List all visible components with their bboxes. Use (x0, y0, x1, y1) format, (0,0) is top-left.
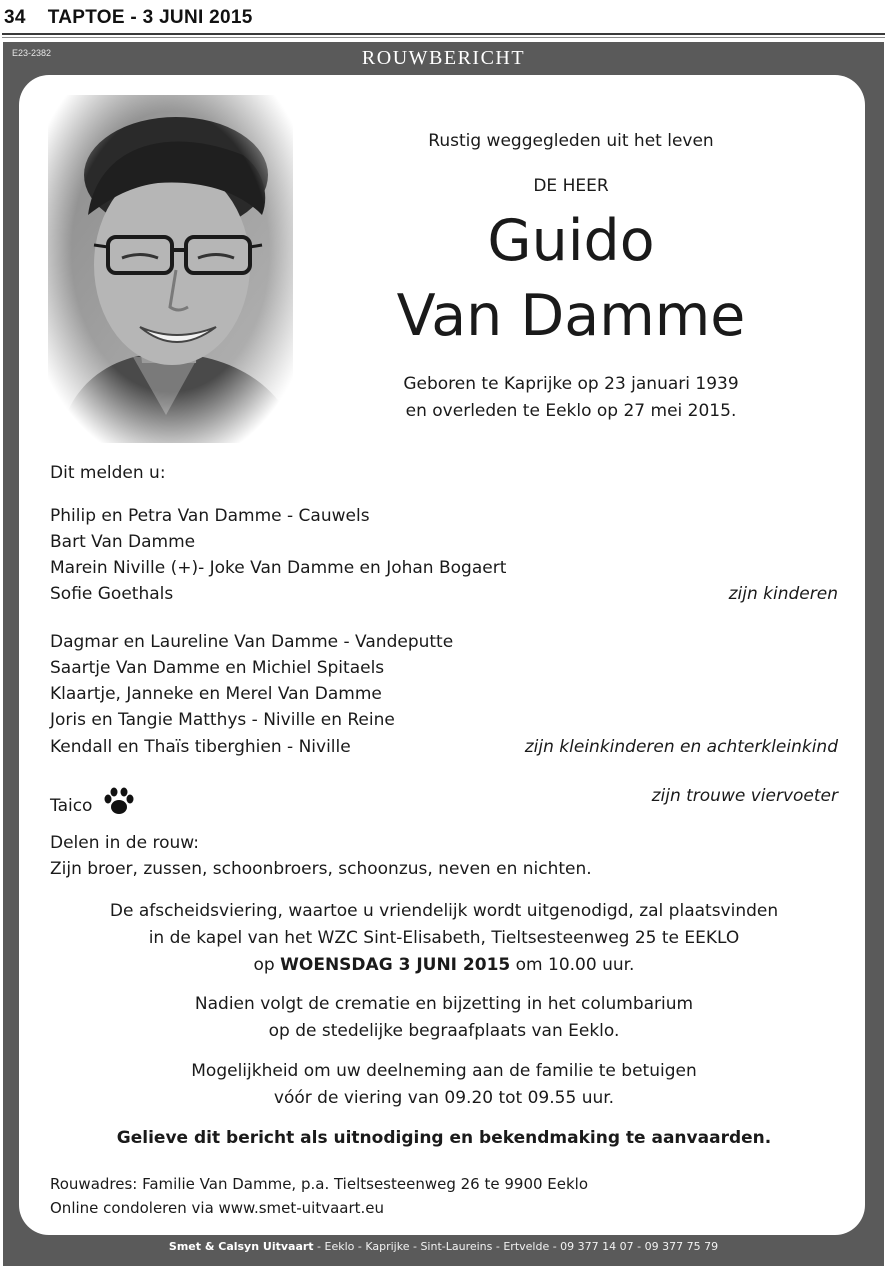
death-line: en overleden te Eeklo op 27 mei 2015. (405, 401, 737, 421)
header-rule (2, 33, 885, 35)
child-name: Sofie Goethals (50, 584, 174, 604)
condolence-line: vóór de viering van 09.20 tot 09.55 uur. (273, 1088, 615, 1108)
invitation-note: Gelieve dit bericht als uitnodiging en bekendmaking te aanvaarden. (116, 1128, 772, 1148)
page-number: 34 (4, 7, 26, 28)
section-title: ROUWBERICHT (361, 47, 526, 69)
cremation-line: Nadien volgt de crematie en bijzetting in het columbarium (194, 994, 694, 1014)
header-rule-thin (2, 37, 885, 38)
address-block (50, 1172, 588, 1220)
cremation-block (40, 991, 848, 1045)
cremation-line: op de stedelijke begraafplaats van Eeklo. (268, 1021, 620, 1041)
announcers-heading: Dit melden u: (50, 463, 166, 483)
grandchild-name: Kendall en Thaïs tiberghien - Niville (50, 737, 351, 757)
condolence-line: Mogelijkheid om uw deelneming aan de familie te betuigen (191, 1061, 697, 1081)
funeral-home-details: - Eeklo - Kaprijke - Sint-Laureins - Ertvelde - 09 377 14 07 - 09 377 75 79 (313, 1240, 719, 1253)
ceremony-date: WOENSDAG 3 JUNI 2015 (280, 955, 511, 975)
grandchild-name: Klaartje, Janneke en Merel Van Damme (50, 684, 382, 704)
honorific-title: DE HEER (533, 176, 609, 196)
pet-line (50, 786, 136, 821)
ceremony-time: om 10.00 uur. (510, 955, 635, 975)
portrait-illustration (48, 95, 293, 443)
ceremony-line: De afscheidsviering, waartoe u vriendelijk wordt uitgenodigd, zal plaatsvinden (109, 901, 779, 921)
funeral-home-name: Smet & Calsyn Uitvaart (168, 1240, 314, 1253)
intro-text: Rustig weggegleden uit het leven (428, 131, 714, 151)
ceremony-line: in de kapel van het WZC Sint-Elisabeth, Tieltsesteenweg 25 te EEKLO (148, 928, 740, 948)
page-header (4, 7, 253, 29)
ceremony-date-line (40, 952, 848, 979)
paw-print-icon (102, 786, 136, 821)
child-name: Bart Van Damme (50, 532, 196, 552)
children-relation: zijn kinderen (728, 584, 838, 604)
ceremony-date-prefix: op (253, 955, 281, 975)
portrait-photo (48, 95, 293, 443)
grandchild-name: Saartje Van Damme en Michiel Spitaels (50, 658, 385, 678)
funeral-address: Rouwadres: Familie Van Damme, p.a. Tieltsesteenweg 26 te 9900 Eeklo (50, 1175, 589, 1193)
deceased-first-name: Guido (487, 208, 655, 274)
pet-relation: zijn trouwe viervoeter (651, 786, 838, 806)
mourning-relatives: Zijn broer, zussen, schoonbroers, schoonzus, neven en nichten. (50, 859, 592, 879)
birth-line: Geboren te Kaprijke op 23 januari 1939 (403, 374, 739, 394)
mourning-heading: Delen in de rouw: (50, 833, 199, 853)
grandchildren-relation: zijn kleinkinderen en achterkleinkind (524, 737, 838, 757)
ad-code: E23-2382 (12, 48, 52, 58)
grandchild-name: Dagmar en Laureline Van Damme - Vandeputte (50, 632, 454, 652)
grandchild-name: Joris en Tangie Matthys - Niville en Reine (50, 710, 395, 730)
life-dates (395, 371, 747, 425)
online-condolence: Online condoleren via www.smet-uitvaart.eu (50, 1199, 385, 1217)
funeral-home-footer (0, 1240, 887, 1253)
publication-title: TAPTOE - 3 JUNI 2015 (47, 7, 253, 28)
child-name: Marein Niville (+)- Joke Van Damme en Johan Bogaert (50, 558, 507, 578)
condolence-block (40, 1058, 848, 1112)
ceremony-block (40, 898, 848, 979)
pet-name: Taico (50, 796, 93, 816)
child-name: Philip en Petra Van Damme - Cauwels (50, 506, 370, 526)
deceased-last-name: Van Damme (396, 283, 746, 349)
